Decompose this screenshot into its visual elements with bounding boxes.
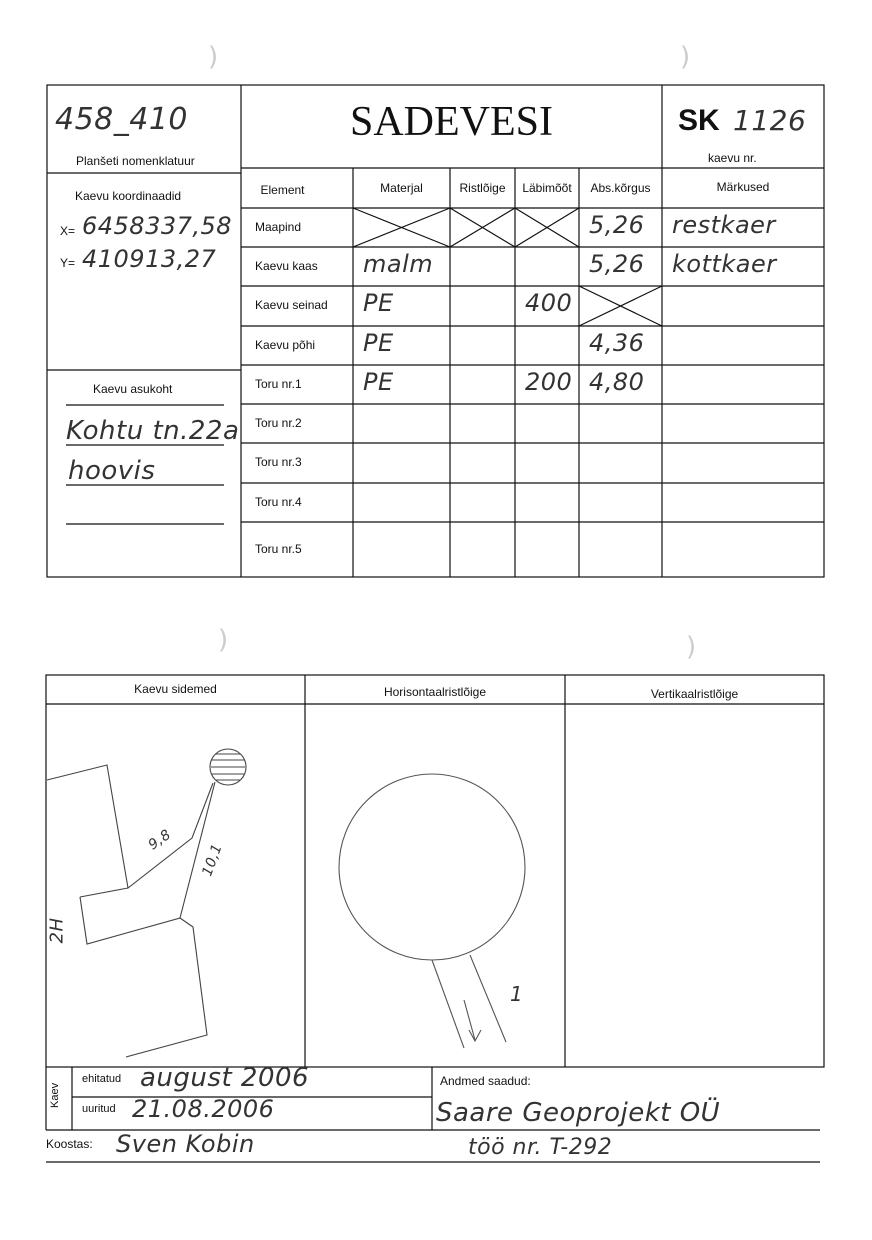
col-header-notes: Märkused [716, 180, 770, 194]
location-label: Kaevu asukoht [93, 382, 173, 396]
cell-material: malm [363, 250, 434, 278]
surveyed-value: 21.08.2006 [132, 1095, 275, 1123]
data-source-label: Andmed saadud: [440, 1074, 531, 1088]
cell-material: PE [363, 368, 394, 396]
cell-element: Maapind [255, 220, 302, 234]
location-line-1: Kohtu tn.22a [66, 416, 240, 446]
cell-material: PE [363, 329, 394, 357]
side-label: Kaev [49, 1082, 61, 1108]
cell-element: Toru nr.5 [255, 542, 302, 556]
author-label: Koostas: [46, 1137, 93, 1151]
pipe-number-label: 1 [510, 982, 524, 1006]
built-value: august 2006 [140, 1063, 310, 1093]
section-header-connections: Kaevu sidemed [134, 682, 217, 696]
y-value: 410913,27 [82, 245, 217, 273]
punch-hole: ) [680, 42, 691, 72]
cell-notes: restkaer [672, 211, 776, 239]
cell-abs: 5,26 [589, 211, 645, 239]
location-line-2: hoovis [68, 456, 156, 486]
x-prefix: X= [60, 224, 76, 238]
section-header-horizontal: Horisontaalristlõige [383, 685, 487, 699]
built-label: ehitatud [82, 1073, 122, 1085]
data-source-value: Saare Geoprojekt OÜ [436, 1098, 721, 1128]
coordinates-label: Kaevu koordinaadid [75, 189, 182, 203]
cell-element: Toru nr.1 [255, 377, 302, 391]
work-number: töö nr. T-292 [468, 1135, 613, 1160]
cell-element: Kaevu kaas [255, 259, 318, 273]
x-value: 6458337,58 [82, 212, 233, 240]
punch-hole: ) [686, 632, 697, 662]
well-number: 1126 [733, 104, 807, 137]
cell-diameter: 200 [525, 368, 573, 396]
cell-element: Toru nr.2 [255, 416, 302, 430]
cell-abs: 4,80 [589, 368, 645, 396]
col-header-cross: Ristlõige [459, 181, 506, 195]
col-header-material: Materjal [380, 181, 423, 195]
horizontal-section-drawing [339, 774, 525, 1048]
cell-element: Kaevu seinad [255, 298, 328, 312]
author-value: Sven Kobin [116, 1130, 255, 1158]
well-label: kaevu nr. [708, 151, 757, 165]
cell-abs: 4,36 [589, 329, 645, 357]
y-prefix: Y= [60, 256, 76, 270]
page-title: SADEVESI [349, 99, 553, 145]
punch-hole: ) [208, 42, 219, 72]
section-header-vertical: Vertikaalristlõige [650, 687, 739, 701]
building-label: 2H [46, 917, 68, 944]
sheet-number: 458_410 [55, 102, 189, 137]
surveyed-label: uuritud [82, 1103, 116, 1115]
sheet-label: Planšeti nomenklatuur [76, 154, 195, 168]
distance-label-b: 10,1 [199, 841, 226, 879]
cell-element: Kaevu põhi [255, 338, 316, 352]
cell-diameter: 400 [525, 289, 573, 317]
distance-label-a: 9,8 [145, 826, 175, 854]
connections-sketch [47, 749, 246, 1057]
cell-material: PE [363, 289, 394, 317]
col-header-element: Element [260, 183, 305, 197]
cell-abs: 5,26 [589, 250, 645, 278]
well-prefix: SK [678, 104, 720, 137]
col-header-abs: Abs.kõrgus [590, 181, 651, 195]
punch-hole: ) [218, 625, 229, 655]
cell-element: Toru nr.4 [255, 495, 302, 509]
cell-element: Toru nr.3 [255, 455, 302, 469]
col-header-diameter: Läbimõõt [522, 181, 572, 195]
cell-notes: kottkaer [672, 250, 777, 278]
